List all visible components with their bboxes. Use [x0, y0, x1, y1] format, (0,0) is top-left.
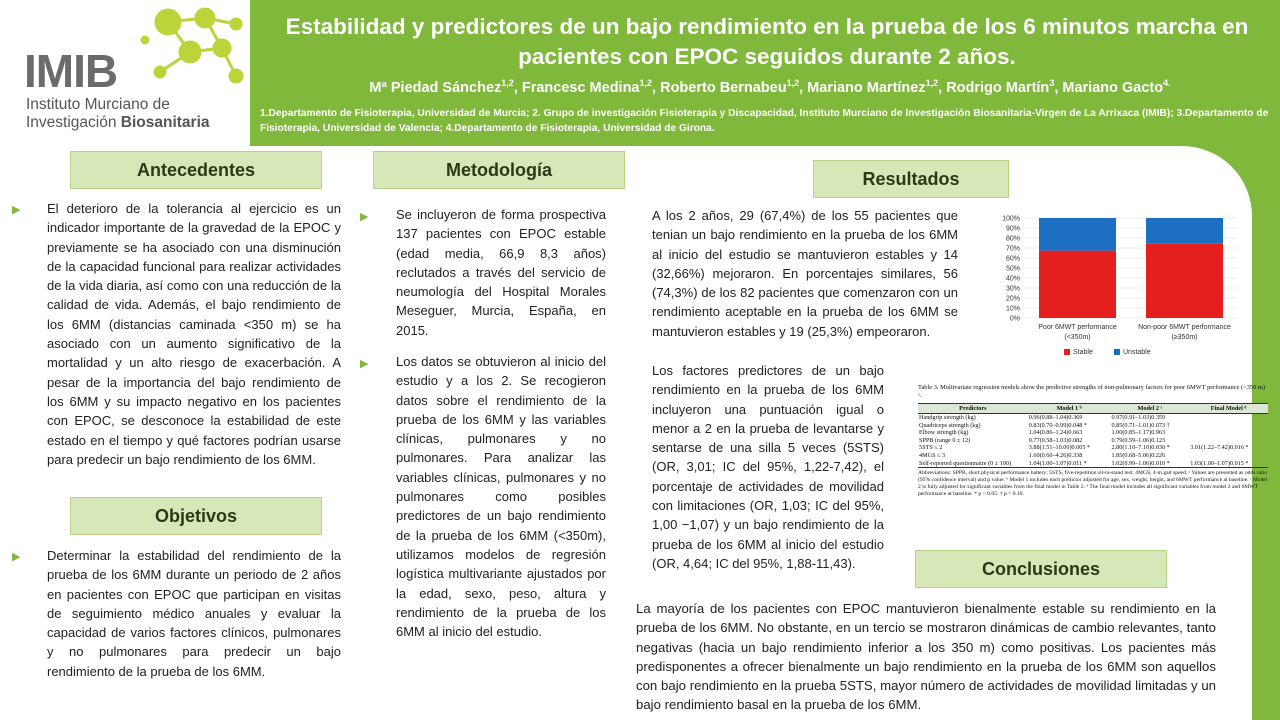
legend-swatch: [1114, 349, 1120, 355]
table-cell: 0.77(0.58–1.03)0.082: [1028, 436, 1083, 444]
logo-line2-bold: Biosanitaria: [120, 114, 210, 131]
author-list: Mª Piedad Sánchez$^{1,2}$, Francesc Medina$^{1,2}$, Roberto Bernabeu$^{1,2}$, Mariano Martínez$^{1,2}$, Rodrigo Martín$^3$, Mariano Gacto$^{4.}$: [369, 78, 1171, 96]
author-name: Roberto Bernabeu: [660, 79, 787, 96]
table-header-cell: Model 1 ᵇ: [1028, 404, 1111, 414]
author-affiliation-mark: 1,2: [925, 78, 939, 88]
table-cell: 0.83(0.70–0.99)0.048 *: [1028, 421, 1087, 429]
table-header-row: [918, 404, 1268, 414]
resultados-text-1: A los 2 años, 29 (67,4%) de los 55 pacientes que tenian un bajo rendimiento en la prueba de los 6MM al inicio del estudio se mantuvieron estables y 14 (32,66%) mejoraron. En porcentajes similares, 56 (74,3%) de los 82 pacientes que comenzaron con un rendimiento aceptable en la prueba de los 6MM se mantuvieron estables y 19 (25,3%) empeoraron.: [652, 208, 958, 339]
table-cell: 1.00(0.85–1.17)0.963: [1111, 429, 1166, 437]
table-cell: Handgrip strength (kg): [919, 414, 976, 421]
table-cell: [1189, 422, 1268, 430]
y-tick-label: 60%: [1005, 255, 1020, 263]
table-row: [918, 460, 1268, 468]
section-heading-objetivos: Objetivos: [70, 497, 322, 535]
author-name: Rodrigo Martín: [946, 79, 1050, 96]
table-body: [918, 414, 1268, 468]
table-caption: Table 3. Multivariate regression models show the predictive strengths of non-pulmonary factors for poor 6MWT performance (<350 m) ᵃ.: [918, 384, 1265, 399]
bullet-icon: ▶: [12, 204, 21, 216]
y-tick-label: 20%: [1005, 295, 1020, 303]
antecedentes-text: El deterioro de la tolerancia al ejercicio es un indicador importante de la gravedad de la EPOC y previamente se ha asociado con una disminución de la capacidad funcional para realizar actividades de la vida diaria, así como con una reducción de la calidad de vida. Además, el bajo rendimiento de los 6MM (distancias caminada <350 m) se ha asociado con un aumento significativo de la mortalidad y un alto riesgo de exacerbación. A pesar de la importancia del bajo rendimiento de los 6MM y su impacto negativo en los pacientes con EPOC, se desconoce la estabilidad de este estado en el tiempo y qué factores podrían usarse para predecir un bajo rendimiento de los 6MM.: [47, 201, 341, 467]
y-tick-label: 80%: [1005, 235, 1020, 243]
bar-stable: [1039, 251, 1116, 318]
y-tick-label: 70%: [1005, 245, 1020, 253]
author-affiliation-mark: 1,2: [639, 78, 653, 88]
x-category-label: (<350m): [1064, 334, 1091, 341]
table-header-cell: Final Model ᵈ: [1189, 404, 1268, 414]
author-name: Mª Piedad Sánchez: [369, 79, 502, 96]
metodologia-text-1: Se incluyeron de forma prospectiva 137 pacientes con EPOC estable (edad media, 66,9 8,3 años) reclutados a través del servicio de neumología del Hospital Morales Meseguer, Murcia, España, en 2015.: [396, 207, 606, 338]
bullet-icon: ▶: [12, 551, 21, 563]
table-row: [918, 414, 1268, 422]
x-category-label: Non-poor 6MWT performance: [1138, 324, 1231, 331]
stability-chart: [988, 208, 1250, 368]
affiliations: 1.Departamento de Fisioterapia, Universidad de Murcia; 2. Grupo de investigación Fisioterapia y Discapacidad, Instituto Murciano de Investigación Biosanitaria-Virgen de La Arrixaca (IMIB); 3.Departamento de Fisioterapia, Universidad de Valencia; 4.Departamento de Fisioterapia, Universidad de Girona.: [260, 108, 1269, 134]
y-tick-label: 40%: [1005, 275, 1020, 283]
table-cell: 3.88(1.51–10.00)0.005 *: [1028, 444, 1091, 452]
author-affiliation-mark: 1,2: [501, 78, 514, 88]
logo-line1: Instituto Murciano de: [26, 96, 170, 113]
section-heading-antecedentes: Antecedentes: [70, 151, 322, 189]
y-tick-label: 100%: [1002, 215, 1020, 223]
table-cell: Quadriceps strength (kg): [919, 421, 981, 429]
table-cell: [1189, 429, 1268, 437]
poster-title: Estabilidad y predictores de un bajo rendimiento en la prueba de los 6 minutos marcha en pacientes con EPOC seguidos durante 2 años.: [285, 14, 1249, 69]
x-category-label: (≥350m): [1171, 334, 1198, 341]
section-heading-metodologia: Metodología: [373, 151, 625, 189]
author-affiliation-mark: 4.: [1163, 78, 1171, 88]
y-tick-label: 90%: [1005, 225, 1020, 233]
section-heading-conclusiones: Conclusiones: [915, 550, 1167, 588]
table-cell: SPPB (range 0 ± 12): [919, 436, 971, 444]
table-cell: 2.80(1.10–7.10)0.030 *: [1111, 444, 1170, 452]
y-tick-label: 30%: [1005, 285, 1020, 293]
table-cell: 0.79(0.59–1.06)0.123: [1111, 436, 1166, 444]
table-row: [918, 429, 1268, 437]
table-cell: 3.01(1.22–7.42)0.016 *: [1190, 444, 1249, 452]
legend-swatch: [1064, 349, 1070, 355]
resultados-text-2: Los factores predictores de un bajo rendimiento en la prueba de los 6MM incluyeron una puntuación igual o menor a 2 en la prueba de levantarse y sentarse de una silla 5 veces (5STS) (OR, 3,01; IC del 95%, 1,22-7,42), el porcentaje de actividades de movilidad con limitaciones (OR, 1,03; IC del 95%, 1,00 −1,07) y un bajo rendimiento de la prueba de los 6MM al inicio del estudio (OR, 4,64; IC del 95%, 1,88-11,43).: [652, 363, 884, 571]
y-tick-label: 10%: [1005, 305, 1020, 313]
table-cell: 4MGS ≤ 3: [919, 451, 946, 459]
table-cell: Elbow strength (kg): [919, 429, 969, 437]
metodologia-text-2: Los datos se obtuvieron al inicio del estudio y a los 2. Se recogieron datos sobre el rendimiento de la prueba de los 6MM y las variables clínicas, pulmonares y no pulmonares. Para analizar las variables clínicas, pulmonares y no pulmonares como posibles predictores de un bajo rendimiento de la prueba de los 6MM (<350m), utilizamos modelos de regresión logística multivariante ajustados por la edad, sexo, peso, altura y rendimiento de la prueba de los 6MM al inicio del estudio.: [396, 354, 606, 640]
table-cell: 5STS ≤ 2: [919, 444, 943, 452]
table-notes: Abbreviations: SPPB, short physical performance battery; 5STS, five-repetition sit-to-stand test; 4MGS, 4-m gait speed. ᵃ Values are presented as odds ratio (95% confidence interval) and p value. ᵇ Model 1 includes each predictor adjusted for age, sex, weight, height, and 6MWT performance at baseline. ᶜ Model 2 is fully adjusted for significant variables from the final model in Table 2. ᵈ The final model includes all significant variables from model 2 and 6MWT performance at baseline. * p < 0.05. † p < 0.10.: [918, 470, 1268, 498]
table-row: [918, 422, 1268, 430]
table-cell: [1189, 452, 1268, 460]
conclusiones-text: La mayoría de los pacientes con EPOC mantuvieron bienalmente estable su rendimiento en la prueba de los 6MM. No obstante, en un tercio se mostraron dinámicas de cambio relevantes, tanto negativas (hacia un bajo rendimiento inferior a los 350 m) como positivas. Los pacientes más predisponentes a ofrecer bienalmente un bajo rendimiento en la prueba de los 6MM son aquellos con bajo rendimiento en la prueba 5STS, mayor número de actividades de movilidad limitadas y un bajo rendimiento basal en la prueba de los 6MM.: [636, 601, 1216, 713]
table-cell: 1.60(0.60–4.26)0.338: [1028, 451, 1083, 459]
x-category-label: Poor 6MWT performance: [1038, 324, 1117, 331]
table-cell: [1189, 437, 1268, 445]
bar-stable: [1146, 244, 1223, 318]
author-name: Mariano Gacto: [1062, 79, 1164, 96]
table-cell: 0.85(0.71–1.01)0.073 †: [1111, 421, 1170, 429]
table-header-cell: Model 2 ᶜ: [1111, 404, 1190, 414]
author-name: Francesc Medina: [521, 79, 640, 96]
y-tick-label: 50%: [1005, 265, 1020, 273]
logo-line2: [26, 114, 210, 132]
table-cell: Self-reported questionnaire (0 ± 100): [918, 460, 1028, 468]
y-tick-label: 0%: [1009, 315, 1020, 323]
table-cell: 1.03(1.00–1.07)0.015 *: [1189, 460, 1268, 468]
author-name: Mariano Martínez: [807, 79, 926, 96]
table-3-grid: [918, 403, 1268, 468]
bullet-icon: ▶: [360, 358, 369, 370]
section-heading-resultados: Resultados: [813, 160, 1009, 198]
author-affiliation-mark: 3: [1049, 78, 1055, 88]
bar-unstable: [1146, 218, 1223, 244]
table-cell: 1.04(1.00–1.07)0.011 *: [1028, 460, 1111, 468]
table-cell: 1.04(0.86–1.24)0.663: [1028, 429, 1083, 437]
legend-label: Unstable: [1123, 349, 1151, 356]
table-cell: 0.96(0.88–1.04)0.369: [1028, 414, 1083, 421]
objetivos-text: Determinar la estabilidad del rendimiento de la prueba de los 6MM durante un periodo de 2 años en pacientes con EPOC que participan en visitas de seguimiento médico anuales y evaluar la capacidad de varios factores clínicos, pulmonares y no pulmonares para predecir un bajo rendimiento de la prueba de los 6MM.: [47, 548, 341, 679]
table-row: [918, 437, 1268, 445]
imib-logo: [0, 0, 250, 146]
bullet-icon: ▶: [360, 211, 369, 223]
legend-label: Stable: [1073, 349, 1093, 356]
table-row: [918, 452, 1268, 460]
table-3: [918, 384, 1268, 498]
bar-unstable: [1039, 218, 1116, 251]
logo-line2-regular: Investigación: [26, 114, 121, 131]
table-cell: [1189, 414, 1268, 422]
table-row: [918, 444, 1268, 452]
logo-acronym: IMIB: [24, 45, 118, 97]
table-cell: 1.02(0.99–1.06)0.010 *: [1111, 460, 1190, 468]
table-cell: 1.85(0.68–5.06)0.226: [1111, 451, 1166, 459]
author-affiliation-mark: 1,2: [786, 78, 800, 88]
table-header-cell: Predictors: [918, 404, 1028, 414]
table-cell: 0.97(0.91–1.03)0.359: [1111, 414, 1166, 421]
